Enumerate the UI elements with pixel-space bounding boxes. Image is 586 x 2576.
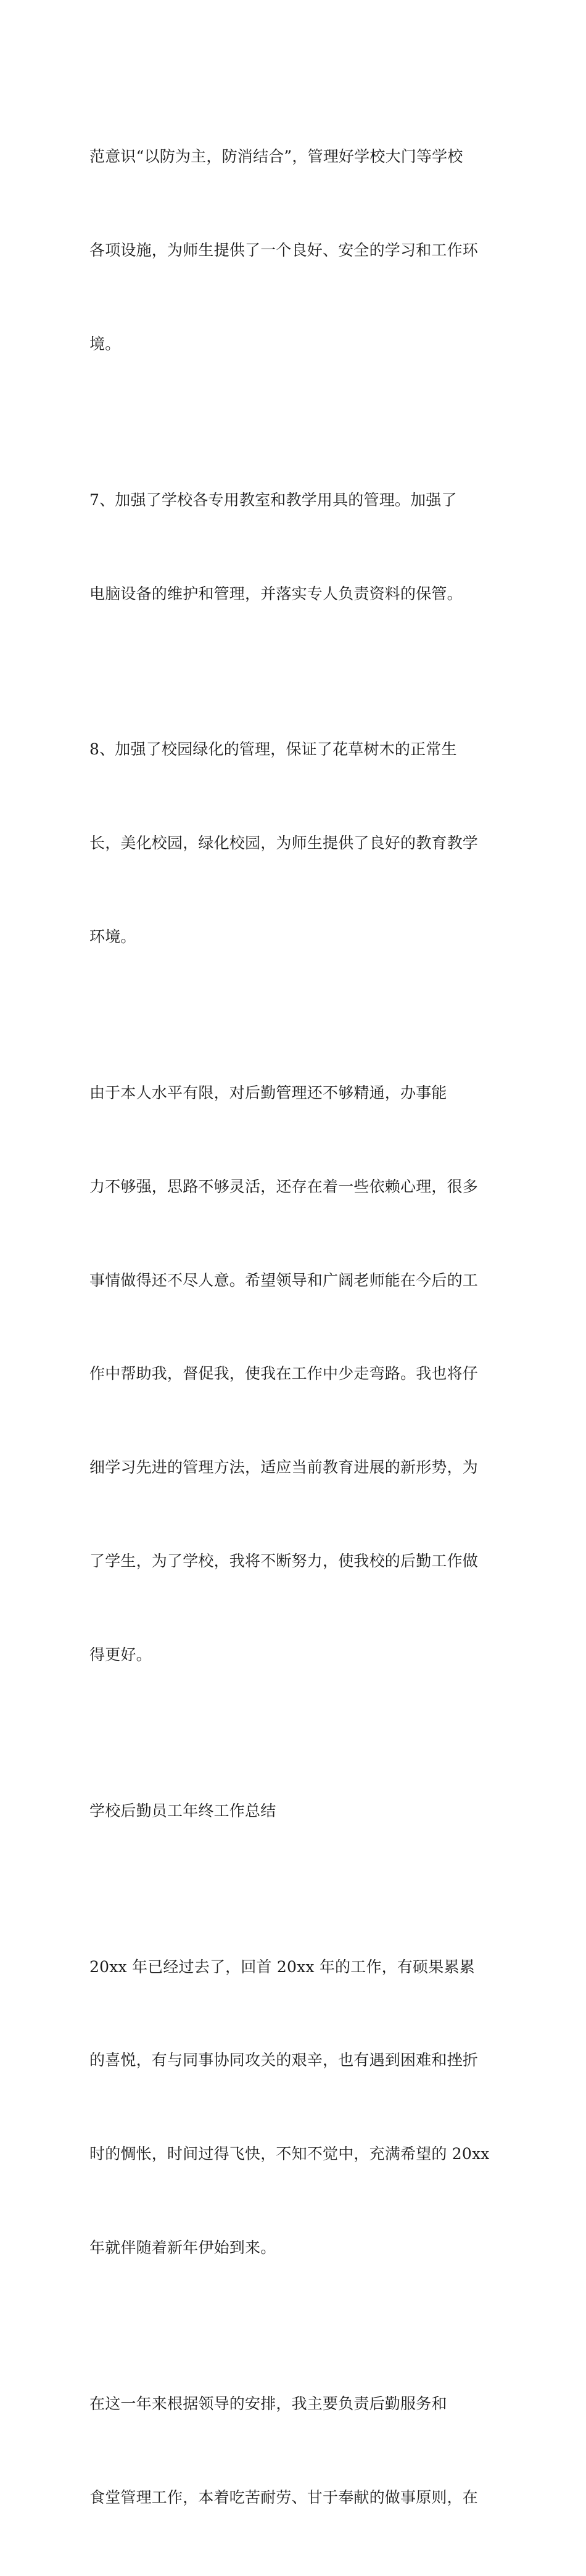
- text-line: 各项设施，为师生提供了一个良好、安全的学习和工作环: [89, 241, 479, 259]
- text-line: 细学习先进的管理方法，适应当前教育进展的新形势，为: [89, 1458, 479, 1477]
- text-line: 事情做得还不尽人意。希望领导和广阔老师能在今后的工: [89, 1271, 479, 1289]
- text-line: 7、加强了学校各专用教室和教学用具的管理。加强了: [89, 490, 457, 509]
- text-line: 境。: [89, 334, 121, 353]
- text-line: 在这一年来根据领导的安排，我主要负责后勤服务和: [89, 2394, 447, 2413]
- text-line: 8、加强了校园绿化的管理，保证了花草树木的正常生: [89, 740, 457, 759]
- text-line: 了学生，为了学校，我将不断努力，使我校的后勤工作做: [89, 1551, 479, 1570]
- paragraph-safety-continued: [89, 79, 500, 423]
- text-line: 环境。: [89, 928, 136, 946]
- text-line: 作中帮助我，督促我，使我在工作中少走弯路。我也将仔: [89, 1364, 479, 1383]
- text-line: 的喜悦，有与同事协同攻关的艰辛，也有遇到困难和挫折: [89, 2051, 479, 2070]
- text-line: 长，美化校园，绿化校园，为师生提供了良好的教育教学: [89, 834, 479, 852]
- text-line: 范意识“以防为主，防消结合”，管理好学校大门等学校: [89, 147, 463, 166]
- text-line: 食堂管理工作，本着吃苦耐劳、甘于奉献的做事原则，在: [89, 2488, 479, 2506]
- text-line: 得更好。: [89, 1645, 152, 1664]
- paragraph-item-7: [89, 423, 500, 672]
- text-line: 电脑设备的维护和管理，并落实专人负责资料的保管。: [89, 584, 463, 603]
- paragraph-year-review: [89, 1889, 500, 2326]
- section-heading: [89, 1733, 500, 1889]
- text-line: 由于本人水平有限，对后勤管理还不够精通，办事能: [89, 1084, 447, 1102]
- heading-line: 学校后勤员工年终工作总结: [89, 1801, 276, 1820]
- text-line: 时的惆怅，时间过得飞快，不知不觉中，充满希望的 20xx: [89, 2145, 490, 2163]
- paragraph-item-8: [89, 672, 500, 1015]
- paragraph-self-assessment: [89, 1015, 500, 1733]
- text-line: 力不够强，思路不够灵活，还存在着一些依赖心理，很多: [89, 1177, 479, 1195]
- paragraph-duties: [89, 2326, 500, 2576]
- text-line: 20xx 年已经过去了，回首 20xx 年的工作，有硕果累累: [89, 1957, 475, 1976]
- text-line: 年就伴随着新年伊始到来。: [89, 2238, 276, 2256]
